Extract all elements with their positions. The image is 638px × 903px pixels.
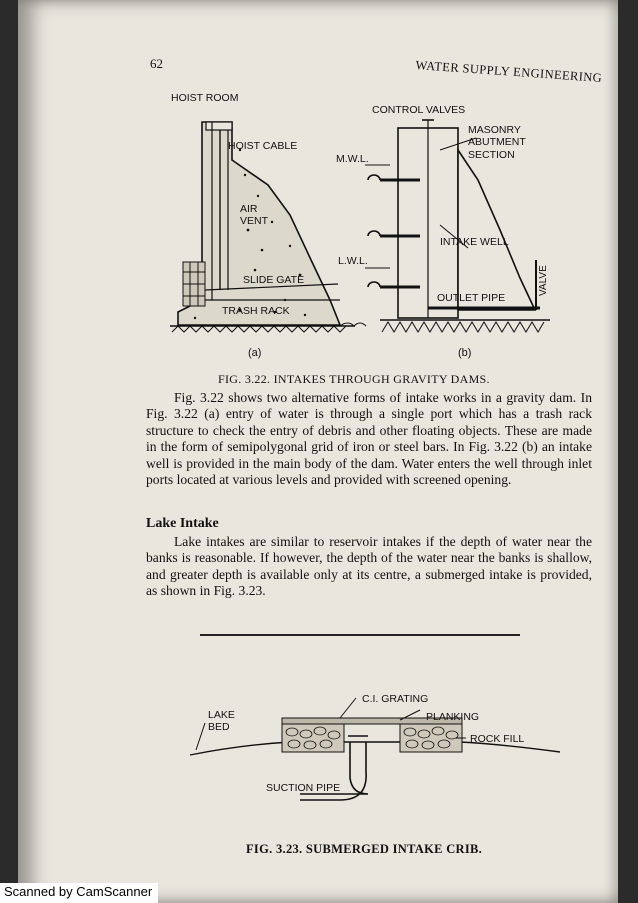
label-slide-gate: SLIDE GATE xyxy=(243,274,305,286)
crib-drawing xyxy=(190,698,560,800)
label-planking: PLANKING xyxy=(426,711,480,723)
label-outlet-pipe: OUTLET PIPE xyxy=(437,292,506,304)
label-lake-1: LAKE xyxy=(208,709,235,721)
paragraph-1-text: Fig. 3.22 shows two alternative forms of intake works in a gravity dam. In Fig. 3.22 (a) entry of water is through a single port which has a trash rack structure to check the entry of debris and other floating objects. These are made in the form of semipolygonal grid of iron or steel bars. In Fig. 3.22 (b) an intake well is provided in the main body of the dam. Water enters the well through inlet ports located at various levels and provided with screened opening. xyxy=(146,390,592,488)
label-sub-b: (b) xyxy=(458,347,472,359)
page-number: 62 xyxy=(150,56,163,71)
section-heading-lake-intake: Lake Intake xyxy=(146,516,219,531)
horizontal-rule xyxy=(200,634,520,636)
figure-3-22 xyxy=(0,0,638,360)
label-control-valves: CONTROL VALVES xyxy=(372,104,466,116)
label-air-vent-1: AIR xyxy=(240,203,258,215)
label-rock-fill: ROCK FILL xyxy=(470,733,525,745)
label-lwl: L.W.L. xyxy=(338,255,368,267)
label-mwl: M.W.L. xyxy=(336,153,369,165)
scanner-watermark: Scanned by CamScanner xyxy=(0,883,158,903)
label-air-vent-2: VENT xyxy=(240,215,269,227)
label-hoist-cable: HOIST CABLE xyxy=(228,140,298,152)
paragraph-1 xyxy=(146,390,592,488)
figure-3-22-caption: FIG. 3.22. INTAKES THROUGH GRAVITY DAMS. xyxy=(218,372,490,386)
label-suction-pipe: SUCTION PIPE xyxy=(266,782,341,794)
figure-3-23-caption: FIG. 3.23. SUBMERGED INTAKE CRIB. xyxy=(246,842,483,856)
figure-3-23 xyxy=(0,660,638,810)
label-masonry-1: MASONRY xyxy=(468,124,521,136)
label-trash-rack: TRASH RACK xyxy=(222,305,290,317)
label-valve: VALVE xyxy=(538,265,549,296)
label-masonry-2: ABUTMENT xyxy=(468,136,526,148)
label-sub-a: (a) xyxy=(248,347,262,359)
label-lake-2: BED xyxy=(208,721,230,733)
label-hoist-room: HOIST ROOM xyxy=(171,92,239,104)
label-masonry-3: SECTION xyxy=(468,149,515,161)
paragraph-2 xyxy=(146,534,592,600)
running-title: WATER SUPPLY ENGINEERING xyxy=(415,58,603,86)
label-ci-grating: C.I. GRATING xyxy=(362,693,429,705)
paragraph-2-text: Lake intakes are similar to reservoir intakes if the depth of water near the banks is reasonable. If however, the depth of the water near the banks is shallow, and greater depth is available only at its centre, a submerged intake is provided, as shown in Fig. 3.23. xyxy=(146,534,592,599)
label-intake-well: INTAKE WELL xyxy=(440,236,509,248)
